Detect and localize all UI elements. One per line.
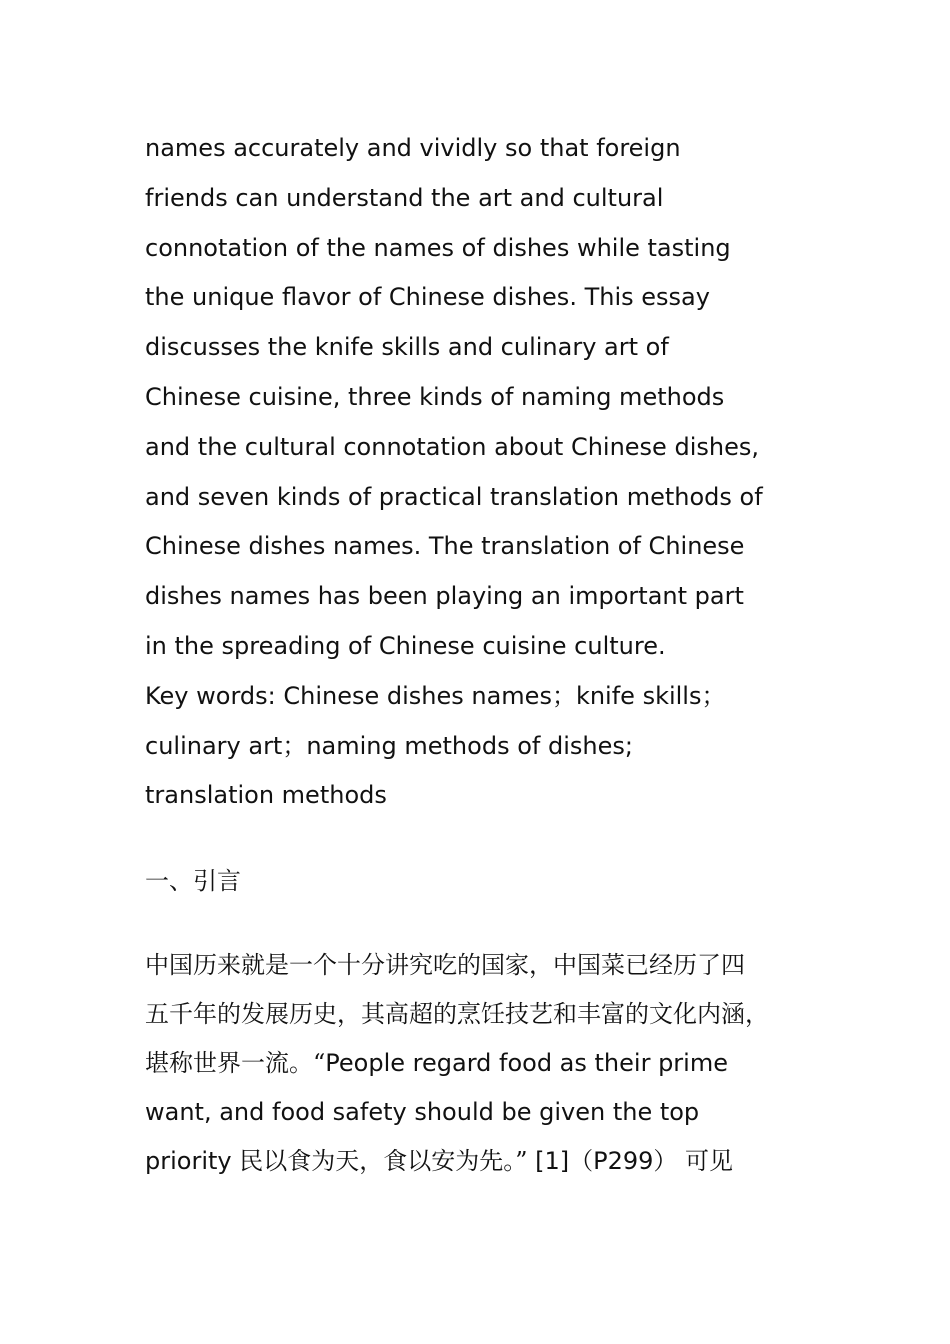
abstract-line: connotation of the names of dishes while tasting [145, 233, 731, 262]
document-page [145, 124, 810, 1186]
abstract-line: in the spreading of Chinese cuisine culture. [145, 631, 666, 660]
intro-cjk-text: 民以食为天，食以安为先。” [239, 1147, 528, 1176]
intro-line: 五千年的发展历史，其高超的烹饪技艺和丰富的文化内涵， [145, 1000, 769, 1029]
abstract-line: the unique flavor of Chinese dishes. This essay [145, 283, 710, 312]
abstract-line: and the cultural connotation about Chinese dishes, [145, 432, 759, 461]
intro-cjk-text: 堪称世界一流。“ [145, 1049, 326, 1078]
abstract-line: and seven kinds of practical translation methods of [145, 482, 763, 511]
abstract-line: Chinese cuisine, three kinds of naming methods [145, 382, 725, 411]
keywords-line: translation methods [145, 781, 387, 810]
abstract-paragraph [145, 124, 810, 821]
citation-reference: [1]（P299） [527, 1147, 678, 1176]
abstract-line: friends can understand the art and cultural [145, 183, 664, 212]
abstract-line: discusses the knife skills and culinary art of [145, 333, 669, 362]
keywords-line: Key words: Chinese dishes names；knife skills； [145, 681, 726, 710]
intro-line: 中国历来就是一个十分讲究吃的国家，中国菜已经历了四 [145, 951, 745, 980]
abstract-line: dishes names has been playing an important part [145, 582, 744, 611]
keywords-line: culinary art；naming methods of dishes; [145, 731, 633, 760]
section-heading: 一、引言 [145, 867, 241, 896]
intro-paragraph [145, 941, 810, 1186]
intro-quote-text: People regard food as their prime [325, 1049, 728, 1078]
abstract-line: names accurately and vividly so that foreign [145, 134, 681, 162]
intro-line [145, 1137, 810, 1186]
intro-quote-text: priority [145, 1147, 240, 1176]
abstract-line: Chinese dishes names. The translation of Chinese [145, 532, 745, 561]
intro-line [145, 1039, 810, 1088]
intro-cjk-text: 可见 [677, 1147, 734, 1176]
intro-line: want, and food safety should be given the top [145, 1098, 700, 1127]
